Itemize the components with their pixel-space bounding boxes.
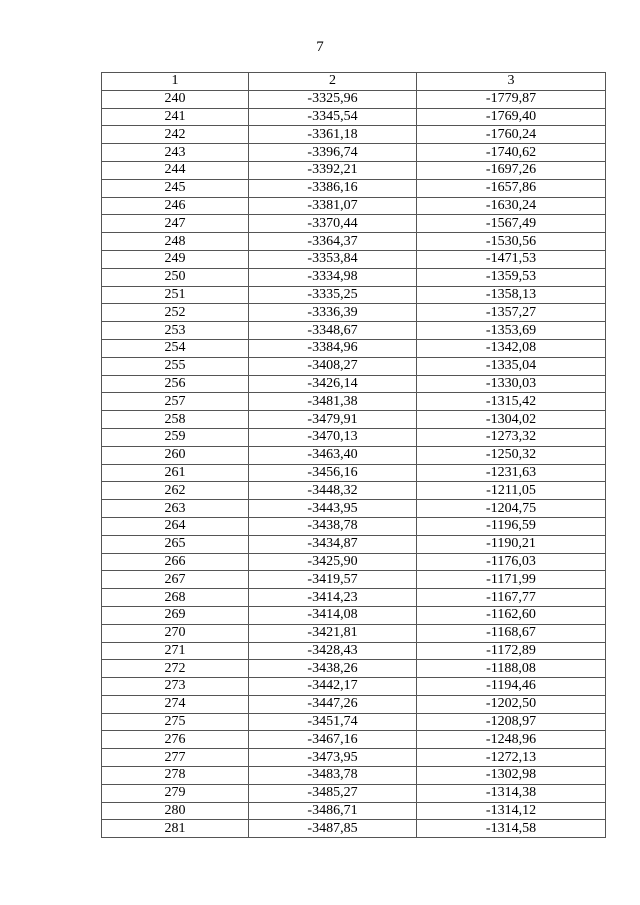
table-cell-col-1: 250 <box>102 268 249 286</box>
table-cell-col-3: -1188,08 <box>417 660 606 678</box>
table-cell-col-3: -1315,42 <box>417 393 606 411</box>
table-cell-col-1: 241 <box>102 108 249 126</box>
table-cell-col-2: -3414,23 <box>249 589 417 607</box>
table-cell-col-3: -1202,50 <box>417 695 606 713</box>
table-cell-col-2: -3467,16 <box>249 731 417 749</box>
table-cell-col-2: -3335,25 <box>249 286 417 304</box>
table-cell-col-1: 281 <box>102 820 249 838</box>
table-row <box>102 446 606 464</box>
table-row <box>102 784 606 802</box>
table-cell-col-3: -1657,86 <box>417 179 606 197</box>
table-cell-col-1: 244 <box>102 161 249 179</box>
table-cell-col-3: -1358,13 <box>417 286 606 304</box>
table-cell-col-1: 246 <box>102 197 249 215</box>
table-cell-col-3: -1231,63 <box>417 464 606 482</box>
table-cell-col-1: 268 <box>102 589 249 607</box>
table-cell-col-2: -3345,54 <box>249 108 417 126</box>
table-cell-col-2: -3443,95 <box>249 500 417 518</box>
table-cell-col-1: 243 <box>102 144 249 162</box>
table-cell-col-3: -1167,77 <box>417 589 606 607</box>
table-row <box>102 802 606 820</box>
table-cell-col-1: 242 <box>102 126 249 144</box>
table-cell-col-2: -3447,26 <box>249 695 417 713</box>
table-cell-col-2: -3428,43 <box>249 642 417 660</box>
table-row <box>102 250 606 268</box>
table-row <box>102 268 606 286</box>
table-row <box>102 161 606 179</box>
table-cell-col-2: -3485,27 <box>249 784 417 802</box>
table-row <box>102 624 606 642</box>
table-cell-col-3: -1248,96 <box>417 731 606 749</box>
table-row <box>102 767 606 785</box>
table-cell-col-1: 259 <box>102 428 249 446</box>
table-cell-col-1: 257 <box>102 393 249 411</box>
table-row <box>102 482 606 500</box>
table-cell-col-1: 263 <box>102 500 249 518</box>
table-row <box>102 660 606 678</box>
table-cell-col-2: -3481,38 <box>249 393 417 411</box>
table-cell-col-2: -3361,18 <box>249 126 417 144</box>
table-row <box>102 215 606 233</box>
table-row <box>102 286 606 304</box>
table-cell-col-1: 272 <box>102 660 249 678</box>
table-row <box>102 464 606 482</box>
table-row <box>102 375 606 393</box>
header-row <box>102 73 606 91</box>
table-cell-col-2: -3381,07 <box>249 197 417 215</box>
table-cell-col-1: 253 <box>102 322 249 340</box>
table-row <box>102 642 606 660</box>
table-cell-col-3: -1530,56 <box>417 233 606 251</box>
table-cell-col-1: 262 <box>102 482 249 500</box>
table-cell-col-2: -3408,27 <box>249 357 417 375</box>
table-cell-col-1: 258 <box>102 411 249 429</box>
table-row <box>102 606 606 624</box>
table-header <box>102 73 606 91</box>
table-cell-col-1: 265 <box>102 535 249 553</box>
table-cell-col-2: -3364,37 <box>249 233 417 251</box>
table-cell-col-2: -3414,08 <box>249 606 417 624</box>
table-cell-col-3: -1779,87 <box>417 90 606 108</box>
table-cell-col-2: -3479,91 <box>249 411 417 429</box>
table-cell-col-1: 252 <box>102 304 249 322</box>
table-cell-col-3: -1353,69 <box>417 322 606 340</box>
table-cell-col-1: 260 <box>102 446 249 464</box>
table-cell-col-3: -1204,75 <box>417 500 606 518</box>
table-cell-col-2: -3438,26 <box>249 660 417 678</box>
table-cell-col-3: -1304,02 <box>417 411 606 429</box>
table-cell-col-2: -3486,71 <box>249 802 417 820</box>
table-cell-col-3: -1211,05 <box>417 482 606 500</box>
table-cell-col-1: 276 <box>102 731 249 749</box>
table-row <box>102 90 606 108</box>
table-cell-col-1: 269 <box>102 606 249 624</box>
table-row <box>102 695 606 713</box>
table-row <box>102 713 606 731</box>
table-row <box>102 393 606 411</box>
table-cell-col-3: -1302,98 <box>417 767 606 785</box>
table-row <box>102 571 606 589</box>
table-cell-col-1: 240 <box>102 90 249 108</box>
table-cell-col-2: -3442,17 <box>249 678 417 696</box>
table-row <box>102 179 606 197</box>
table-cell-col-3: -1697,26 <box>417 161 606 179</box>
table-cell-col-3: -1162,60 <box>417 606 606 624</box>
table-cell-col-2: -3384,96 <box>249 339 417 357</box>
table-cell-col-2: -3392,21 <box>249 161 417 179</box>
table-cell-col-1: 279 <box>102 784 249 802</box>
data-table <box>101 72 606 838</box>
table-row <box>102 411 606 429</box>
table-cell-col-3: -1208,97 <box>417 713 606 731</box>
table-cell-col-2: -3438,78 <box>249 517 417 535</box>
table-cell-col-3: -1342,08 <box>417 339 606 357</box>
table-cell-col-1: 254 <box>102 339 249 357</box>
table-cell-col-1: 245 <box>102 179 249 197</box>
table-cell-col-3: -1335,04 <box>417 357 606 375</box>
page-number: 7 <box>316 39 324 55</box>
table-cell-col-3: -1172,89 <box>417 642 606 660</box>
table-cell-col-2: -3434,87 <box>249 535 417 553</box>
table-cell-col-1: 256 <box>102 375 249 393</box>
table-cell-col-1: 264 <box>102 517 249 535</box>
table-cell-col-1: 275 <box>102 713 249 731</box>
table-cell-col-3: -1769,40 <box>417 108 606 126</box>
table-row <box>102 428 606 446</box>
table-row <box>102 108 606 126</box>
table-row <box>102 144 606 162</box>
table-row <box>102 500 606 518</box>
table-cell-col-2: -3448,32 <box>249 482 417 500</box>
column-header-3: 3 <box>417 73 606 91</box>
table-cell-col-3: -1190,21 <box>417 535 606 553</box>
table-cell-col-2: -3473,95 <box>249 749 417 767</box>
table-cell-col-2: -3421,81 <box>249 624 417 642</box>
table-cell-col-3: -1194,46 <box>417 678 606 696</box>
table-cell-col-2: -3419,57 <box>249 571 417 589</box>
table-cell-col-3: -1314,38 <box>417 784 606 802</box>
table-cell-col-2: -3451,74 <box>249 713 417 731</box>
table-cell-col-3: -1196,59 <box>417 517 606 535</box>
table-cell-col-1: 261 <box>102 464 249 482</box>
table-cell-col-2: -3426,14 <box>249 375 417 393</box>
table-row <box>102 517 606 535</box>
table-row <box>102 197 606 215</box>
table-cell-col-2: -3386,16 <box>249 179 417 197</box>
table-cell-col-2: -3325,96 <box>249 90 417 108</box>
table-cell-col-1: 274 <box>102 695 249 713</box>
table-cell-col-3: -1760,24 <box>417 126 606 144</box>
table-row <box>102 339 606 357</box>
table-cell-col-3: -1272,13 <box>417 749 606 767</box>
table-cell-col-2: -3353,84 <box>249 250 417 268</box>
table-cell-col-1: 267 <box>102 571 249 589</box>
table-cell-col-3: -1471,53 <box>417 250 606 268</box>
table-cell-col-3: -1740,62 <box>417 144 606 162</box>
table-cell-col-1: 273 <box>102 678 249 696</box>
table-cell-col-1: 280 <box>102 802 249 820</box>
table-cell-col-2: -3396,74 <box>249 144 417 162</box>
table-row <box>102 233 606 251</box>
table-cell-col-3: -1567,49 <box>417 215 606 233</box>
table-cell-col-3: -1250,32 <box>417 446 606 464</box>
table-row <box>102 820 606 838</box>
table-cell-col-1: 277 <box>102 749 249 767</box>
table-cell-col-2: -3370,44 <box>249 215 417 233</box>
table-cell-col-2: -3348,67 <box>249 322 417 340</box>
table-cell-col-3: -1357,27 <box>417 304 606 322</box>
table-cell-col-3: -1630,24 <box>417 197 606 215</box>
table-cell-col-3: -1171,99 <box>417 571 606 589</box>
table-body <box>102 90 606 837</box>
table-cell-col-3: -1273,32 <box>417 428 606 446</box>
table-cell-col-1: 278 <box>102 767 249 785</box>
table-cell-col-2: -3470,13 <box>249 428 417 446</box>
table-row <box>102 304 606 322</box>
table-cell-col-2: -3487,85 <box>249 820 417 838</box>
table-row <box>102 731 606 749</box>
table-cell-col-1: 271 <box>102 642 249 660</box>
table-row <box>102 678 606 696</box>
table-cell-col-3: -1314,58 <box>417 820 606 838</box>
table-cell-col-2: -3483,78 <box>249 767 417 785</box>
table-cell-col-1: 249 <box>102 250 249 268</box>
table-cell-col-1: 270 <box>102 624 249 642</box>
table-row <box>102 535 606 553</box>
table-cell-col-2: -3336,39 <box>249 304 417 322</box>
table-cell-col-3: -1176,03 <box>417 553 606 571</box>
table-cell-col-3: -1359,53 <box>417 268 606 286</box>
table-cell-col-1: 255 <box>102 357 249 375</box>
table-cell-col-2: -3334,98 <box>249 268 417 286</box>
table-cell-col-1: 266 <box>102 553 249 571</box>
table-row <box>102 553 606 571</box>
table-cell-col-1: 248 <box>102 233 249 251</box>
column-header-1: 1 <box>102 73 249 91</box>
table-cell-col-2: -3463,40 <box>249 446 417 464</box>
table-cell-col-3: -1330,03 <box>417 375 606 393</box>
table-row <box>102 357 606 375</box>
table-row <box>102 589 606 607</box>
table-row <box>102 749 606 767</box>
table-cell-col-1: 251 <box>102 286 249 304</box>
table-cell-col-3: -1168,67 <box>417 624 606 642</box>
table-row <box>102 322 606 340</box>
table-cell-col-2: -3456,16 <box>249 464 417 482</box>
column-header-2: 2 <box>249 73 417 91</box>
table-row <box>102 126 606 144</box>
table-cell-col-1: 247 <box>102 215 249 233</box>
table-cell-col-3: -1314,12 <box>417 802 606 820</box>
table-cell-col-2: -3425,90 <box>249 553 417 571</box>
